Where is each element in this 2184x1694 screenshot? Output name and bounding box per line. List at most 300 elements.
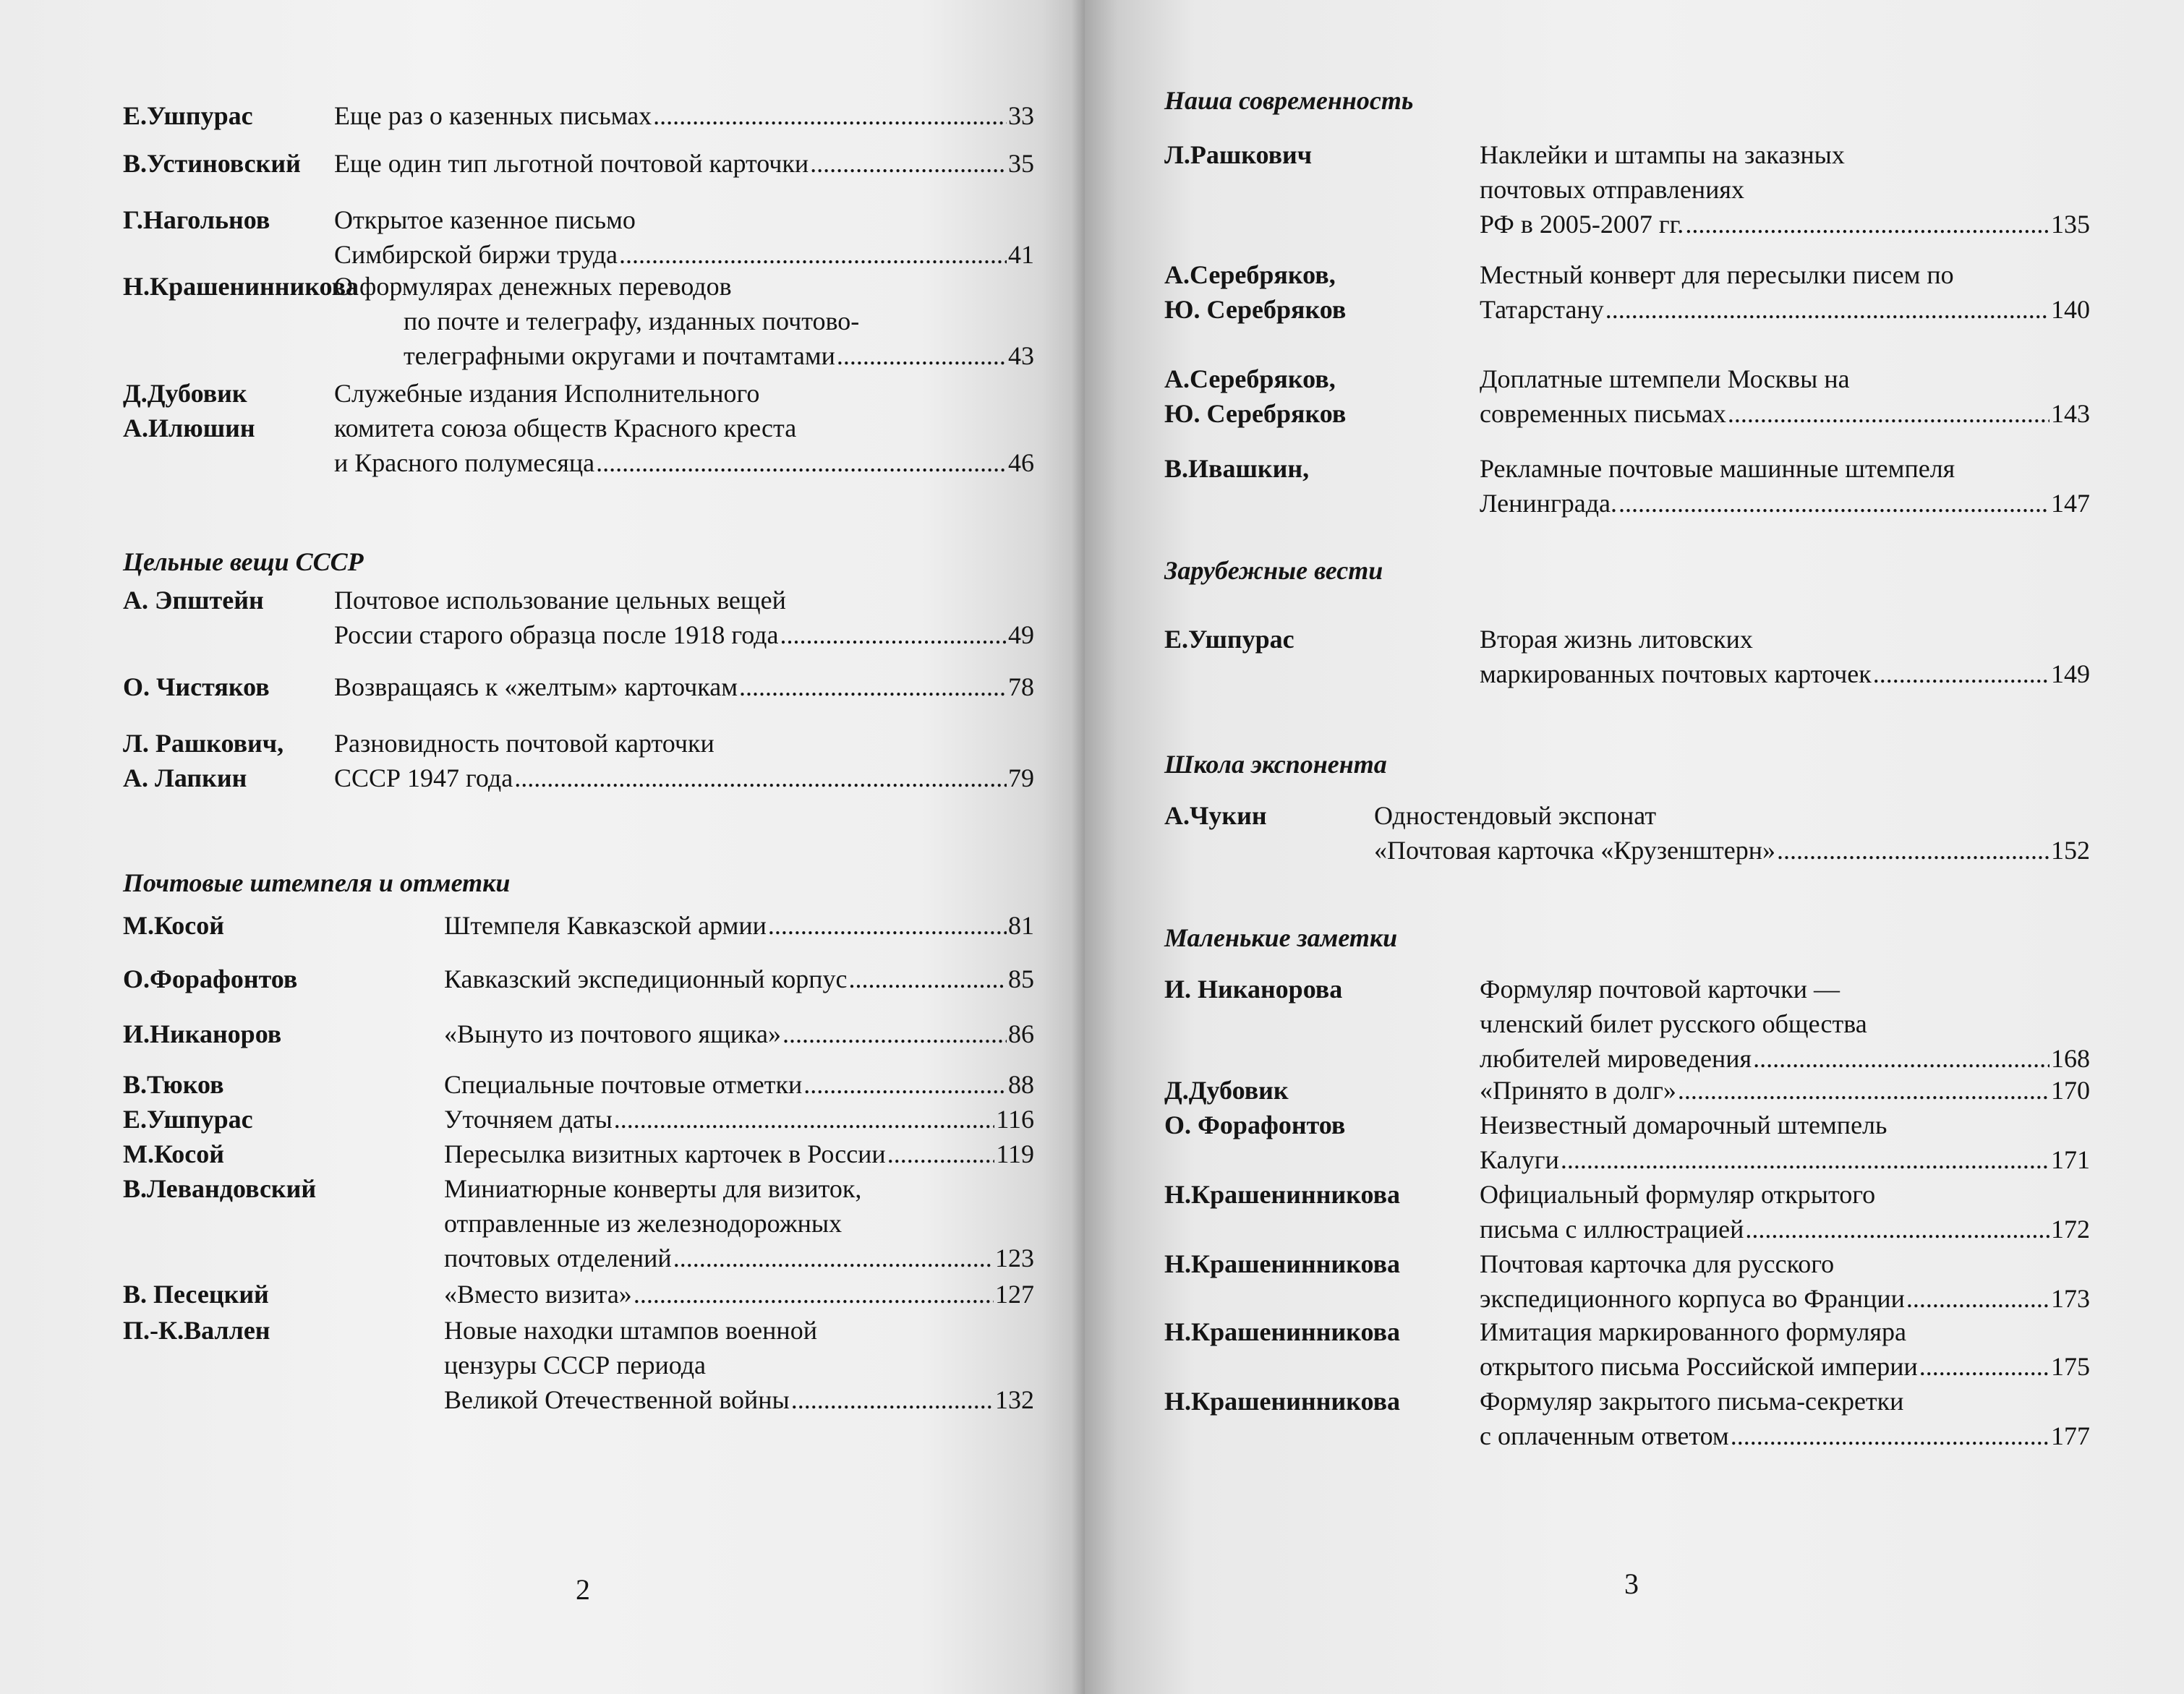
toc-entry	[1164, 1177, 2090, 1246]
toc-article-title	[444, 908, 1034, 943]
right-page	[1085, 0, 2184, 1694]
toc-entry	[1164, 257, 2090, 327]
page-ref-number: 132	[995, 1385, 1034, 1414]
page-ref-number: 143	[2051, 399, 2090, 428]
page-ref-number: 85	[1008, 964, 1034, 993]
toc-author	[123, 670, 270, 704]
toc-author	[1164, 1108, 1345, 1142]
toc-entry	[1164, 798, 2090, 868]
article-title-text: открытого письма Российской империи	[1480, 1352, 1918, 1381]
leader-dots	[514, 761, 1007, 795]
article-title-text: Служебные издания Исполнительного	[334, 379, 760, 408]
toc-article-title	[334, 376, 1034, 480]
article-title-line	[1480, 486, 2090, 521]
article-title-text: Имитация маркированного формуляра	[1480, 1317, 1906, 1346]
article-title-line	[1480, 1212, 2090, 1246]
leader-dots	[791, 1382, 994, 1417]
page-ref-number: 123	[995, 1244, 1034, 1272]
author-name: А. Лапкин	[123, 763, 247, 792]
article-title-line	[334, 304, 1034, 338]
article-title-text: телеграфными округами и почтамтами	[404, 341, 835, 370]
article-title-line	[444, 1348, 1034, 1382]
page-ref-number: 88	[1008, 1070, 1034, 1099]
toc-entry	[1164, 972, 2090, 1076]
toc-entry	[123, 908, 1034, 943]
article-title-line	[334, 269, 1034, 304]
toc-article-title	[1480, 972, 2090, 1076]
toc-article-title	[1480, 257, 2090, 327]
article-title-text: «Вынуто из почтового ящика»	[444, 1019, 781, 1048]
article-title-text: Почтовое использование цельных вещей	[334, 586, 786, 615]
author-name: Н.Крашенинникова	[123, 272, 359, 301]
toc-article-title	[444, 1017, 1034, 1051]
page-number: 3	[1624, 1567, 1639, 1600]
toc-author	[123, 1313, 270, 1348]
toc-author	[123, 1067, 224, 1102]
toc-author	[1164, 137, 1312, 172]
toc-article-title	[334, 726, 1034, 795]
article-title-text: маркированных почтовых карточек	[1480, 659, 1872, 688]
toc-author	[123, 1137, 224, 1171]
page-ref-number: 173	[2051, 1284, 2090, 1313]
leader-dots	[780, 617, 1007, 652]
page-number: 2	[576, 1573, 590, 1606]
article-title-text: с оплаченным ответом	[1480, 1421, 1729, 1450]
article-title-line	[1480, 1314, 2090, 1349]
article-title-text: почтовых отделений	[444, 1244, 672, 1272]
toc-author	[1164, 798, 1267, 833]
leader-dots	[1873, 656, 2049, 691]
toc-entry	[123, 98, 1034, 133]
author-name: О. Чистяков	[123, 672, 270, 701]
toc-entry	[123, 146, 1034, 181]
article-title-line	[1480, 1108, 2090, 1142]
article-title-line	[1374, 798, 2090, 833]
article-title-text: Одностендовый экспонат	[1374, 801, 1657, 830]
article-title-line	[1480, 137, 2090, 172]
article-title-text: Уточняем даты	[444, 1105, 613, 1134]
toc-entry	[123, 583, 1034, 652]
page-ref-number: 140	[2051, 295, 2090, 324]
article-title-text: отправленные из железнодорожных	[444, 1209, 843, 1238]
article-title-text: России старого образца после 1918 года	[334, 620, 779, 649]
leader-dots	[1777, 833, 2049, 868]
article-title-line	[334, 670, 1034, 704]
article-title-line	[1480, 362, 2090, 396]
article-title-line	[334, 617, 1034, 652]
article-title-line	[1480, 1006, 2090, 1041]
article-title-text: Неизвестный домарочный штемпель	[1480, 1111, 1887, 1139]
article-title-line	[1480, 172, 2090, 207]
page-ref-number: 41	[1008, 240, 1034, 269]
author-name: В.Устиновский	[123, 149, 301, 178]
toc-article-title	[1480, 1108, 2090, 1177]
toc-article-title	[444, 1137, 1034, 1171]
toc-author	[1164, 1384, 1400, 1419]
article-title-line	[444, 1137, 1034, 1171]
article-title-line	[334, 202, 1034, 237]
leader-dots	[848, 962, 1007, 996]
author-name: А.Серебряков,	[1164, 260, 1336, 289]
article-title-text: письма с иллюстрацией	[1480, 1215, 1744, 1244]
page-ref-number: 119	[996, 1139, 1034, 1168]
article-title-line	[334, 583, 1034, 617]
article-title-text: Рекламные почтовые машинные штемпеля	[1480, 454, 1955, 483]
article-title-line	[334, 376, 1034, 411]
article-title-line	[1480, 1041, 2090, 1076]
toc-author	[123, 1017, 281, 1051]
toc-author	[1164, 451, 1309, 486]
toc-entry	[1164, 137, 2090, 241]
toc-article-title	[1374, 798, 2090, 868]
article-title-line	[444, 1382, 1034, 1417]
article-title-text: Возвращаясь к «желтым» карточкам	[334, 672, 738, 701]
leader-dots	[1728, 396, 2049, 431]
article-title-line	[1480, 1281, 2090, 1316]
article-title-line	[444, 1241, 1034, 1275]
page-ref-number: 33	[1008, 101, 1034, 130]
author-name: Г.Нагольнов	[123, 205, 270, 234]
author-name: И. Никанорова	[1164, 975, 1343, 1004]
article-title-text: РФ в 2005-2007 гг.	[1480, 210, 1684, 239]
toc-entry	[123, 1102, 1034, 1137]
article-title-line	[1480, 396, 2090, 431]
article-title-text: Почтовая карточка для русского	[1480, 1249, 1835, 1278]
page-ref-number: 147	[2051, 489, 2090, 518]
leader-dots	[1605, 292, 2049, 327]
leader-dots	[782, 1017, 1007, 1051]
article-title-line	[334, 338, 1034, 373]
toc-article-title	[1480, 1177, 2090, 1246]
article-title-line	[1480, 656, 2090, 691]
article-title-line	[1480, 1384, 2090, 1419]
article-title-line	[444, 1206, 1034, 1241]
author-name: Е.Ушпурас	[123, 101, 253, 130]
toc-entry	[1164, 451, 2090, 521]
toc-article-title	[444, 1102, 1034, 1137]
toc-entry	[123, 726, 1034, 795]
leader-dots	[673, 1241, 994, 1275]
article-title-line	[1480, 1177, 2090, 1212]
toc-entry	[123, 269, 1034, 373]
page-ref-number: 49	[1008, 620, 1034, 649]
article-title-line	[444, 1102, 1034, 1137]
article-title-text: Доплатные штемпели Москвы на	[1480, 364, 1850, 393]
page-ref-number: 168	[2051, 1044, 2090, 1073]
leader-dots	[1919, 1349, 2049, 1384]
article-title-line	[1480, 972, 2090, 1006]
page-ref-number: 172	[2051, 1215, 2090, 1244]
page-ref-number: 170	[2051, 1076, 2090, 1105]
author-name: О. Форафонтов	[1164, 1111, 1346, 1139]
article-title-line	[444, 908, 1034, 943]
leader-dots	[837, 338, 1007, 373]
leader-dots	[1731, 1419, 2049, 1453]
leader-dots	[1906, 1281, 2049, 1316]
toc-entry	[123, 376, 1034, 480]
article-title-line	[334, 237, 1034, 272]
article-title-text: Еще один тип льготной почтовой карточки	[334, 149, 809, 178]
article-title-text: по почте и телеграфу, изданных почтово-	[404, 307, 860, 335]
toc-article-title	[444, 1171, 1034, 1275]
toc-article-title	[444, 1313, 1034, 1417]
article-title-line	[1480, 1073, 2090, 1108]
toc-author	[123, 726, 283, 795]
article-title-line	[1480, 1349, 2090, 1384]
toc-article-title	[1480, 362, 2090, 431]
article-title-text: СССР 1947 года	[334, 763, 513, 792]
page-ref-number: 152	[2051, 836, 2090, 865]
leader-dots	[619, 237, 1007, 272]
author-name: В.Левандовский	[123, 1174, 317, 1203]
toc-author	[123, 269, 359, 304]
section-heading: Зарубежные вести	[1164, 556, 1383, 585]
author-name: О.Форафонтов	[123, 964, 298, 993]
author-name: А.Серебряков,	[1164, 364, 1336, 393]
article-title-text: Официальный формуляр открытого	[1480, 1180, 1876, 1209]
toc-entry	[1164, 1314, 2090, 1384]
toc-entry	[123, 1313, 1034, 1417]
author-name: Е.Ушпурас	[123, 1105, 253, 1134]
toc-article-title	[1480, 1384, 2090, 1453]
leader-dots	[1685, 207, 2049, 241]
toc-author	[1164, 1073, 1289, 1108]
leader-dots	[887, 1137, 995, 1171]
toc-author	[123, 376, 255, 445]
leader-dots	[768, 908, 1007, 943]
toc-entry	[1164, 1384, 2090, 1453]
toc-entry	[1164, 362, 2090, 431]
page-ref-number: 35	[1008, 149, 1034, 178]
toc-entry	[123, 1137, 1034, 1171]
article-title-line	[444, 1171, 1034, 1206]
section-heading: Маленькие заметки	[1164, 923, 1398, 952]
article-title-text: Великой Отечественной войны	[444, 1385, 790, 1414]
author-name: Е.Ушпурас	[1164, 625, 1294, 654]
article-title-text: Штемпеля Кавказской армии	[444, 911, 767, 940]
author-name: И.Никаноров	[123, 1019, 282, 1048]
article-title-line	[444, 1313, 1034, 1348]
author-name: П.-К.Валлен	[123, 1316, 270, 1345]
toc-article-title	[1480, 1314, 2090, 1384]
article-title-line	[334, 98, 1034, 133]
article-title-text: «Вместо визита»	[444, 1280, 632, 1309]
article-title-line	[1480, 451, 2090, 486]
toc-author	[123, 1102, 253, 1137]
leader-dots	[1678, 1073, 2049, 1108]
article-title-line	[334, 411, 1034, 445]
page-ref-number: 175	[2051, 1352, 2090, 1381]
page-ref-number: 171	[2051, 1145, 2090, 1174]
toc-article-title	[1480, 622, 2090, 691]
leader-dots	[614, 1102, 995, 1137]
author-name: В.Тюков	[123, 1070, 224, 1099]
toc-article-title	[444, 1067, 1034, 1102]
article-title-text: Местный конверт для пересылки писем по	[1480, 260, 1954, 289]
article-title-line	[1480, 1142, 2090, 1177]
toc-author	[1164, 1177, 1400, 1212]
toc-article-title	[334, 98, 1034, 133]
article-title-text: Симбирской биржи труда	[334, 240, 618, 269]
page-ref-number: 79	[1008, 763, 1034, 792]
leader-dots	[596, 445, 1007, 480]
page-ref-number: 127	[995, 1280, 1034, 1309]
article-title-line	[444, 1017, 1034, 1051]
author-name: Н.Крашенинникова	[1164, 1317, 1401, 1346]
article-title-line	[334, 761, 1034, 795]
author-name: А.Чукин	[1164, 801, 1267, 830]
article-title-line	[334, 146, 1034, 181]
toc-entry	[123, 962, 1034, 996]
author-name: Л. Рашкович,	[123, 729, 284, 758]
toc-author	[123, 908, 224, 943]
article-title-text: Разновидность почтовой карточки	[334, 729, 715, 758]
article-title-text: и Красного полумесяца	[334, 448, 595, 477]
toc-author	[123, 1277, 269, 1312]
author-name: М.Косой	[123, 911, 225, 940]
toc-article-title	[1480, 1073, 2090, 1108]
article-title-line	[334, 726, 1034, 761]
page-ref-number: 81	[1008, 911, 1034, 940]
article-title-text: любителей мироведения	[1480, 1044, 1752, 1073]
article-title-line	[444, 962, 1034, 996]
section-heading: Почтовые штемпеля и отметки	[123, 868, 511, 897]
toc-article-title	[444, 962, 1034, 996]
page-ref-number: 116	[996, 1105, 1034, 1134]
toc-article-title	[334, 146, 1034, 181]
toc-author	[123, 202, 270, 237]
author-name: Л.Рашкович	[1164, 140, 1313, 169]
article-title-line	[1480, 257, 2090, 292]
toc-entry	[123, 1277, 1034, 1312]
article-title-text: Наклейки и штампы на заказных	[1480, 140, 1845, 169]
article-title-text: Специальные почтовые отметки	[444, 1070, 803, 1099]
section-heading: Цельные вещи СССР	[123, 547, 364, 576]
article-title-text: О формулярах денежных переводов	[334, 272, 732, 301]
article-title-line	[444, 1067, 1034, 1102]
toc-author	[123, 962, 297, 996]
article-title-line	[1480, 292, 2090, 327]
author-name: В.Ивашкин,	[1164, 454, 1310, 483]
article-title-text: Вторая жизнь литовских	[1480, 625, 1753, 654]
article-title-line	[1480, 1419, 2090, 1453]
toc-author	[123, 1171, 316, 1206]
toc-article-title	[1480, 1246, 2090, 1316]
page-ref-number: 43	[1008, 341, 1034, 370]
article-title-text: Пересылка визитных карточек в России	[444, 1139, 886, 1168]
article-title-line	[444, 1277, 1034, 1312]
toc-author	[123, 146, 301, 181]
leader-dots	[1745, 1212, 2049, 1246]
page-ref-number: 78	[1008, 672, 1034, 701]
toc-article-title	[444, 1277, 1034, 1312]
toc-author	[1164, 972, 1342, 1006]
toc-entry	[123, 1017, 1034, 1051]
article-title-text: Татарстану	[1480, 295, 1604, 324]
section-heading: Наша современность	[1164, 86, 1414, 115]
toc-author	[1164, 622, 1294, 656]
article-title-line	[334, 445, 1034, 480]
toc-article-title	[334, 670, 1034, 704]
toc-entry	[1164, 1073, 2090, 1108]
page-ref-number: 86	[1008, 1019, 1034, 1048]
toc-entry	[1164, 622, 2090, 691]
toc-entry	[1164, 1246, 2090, 1316]
toc-author	[1164, 1314, 1400, 1349]
toc-author	[1164, 1246, 1400, 1281]
leader-dots	[634, 1277, 994, 1312]
left-page	[0, 0, 1085, 1694]
author-name: Д.Дубовик	[1164, 1076, 1289, 1105]
article-title-text: Кавказский экспедиционный корпус	[444, 964, 848, 993]
article-title-text: «Принято в долг»	[1480, 1076, 1676, 1105]
article-title-text: комитета союза обществ Красного креста	[334, 414, 797, 442]
toc-article-title	[334, 269, 1034, 373]
toc-entry	[123, 670, 1034, 704]
article-title-text: Новые находки штампов военной	[444, 1316, 817, 1345]
author-name: Н.Крашенинникова	[1164, 1387, 1401, 1416]
leader-dots	[653, 98, 1007, 133]
toc-author	[123, 583, 264, 617]
page-ref-number: 46	[1008, 448, 1034, 477]
author-name: В. Песецкий	[123, 1280, 269, 1309]
author-name: Д.Дубовик	[123, 379, 247, 408]
article-title-text: Формуляр закрытого письма-секретки	[1480, 1387, 1904, 1416]
leader-dots	[1753, 1041, 2049, 1076]
article-title-line	[1374, 833, 2090, 868]
toc-article-title	[1480, 451, 2090, 521]
toc-entry	[123, 1067, 1034, 1102]
author-name: А.Илюшин	[123, 414, 255, 442]
leader-dots	[810, 146, 1007, 181]
article-title-line	[1480, 207, 2090, 241]
leader-dots	[1561, 1142, 2049, 1177]
author-name: Ю. Серебряков	[1164, 295, 1347, 324]
article-title-text: почтовых отправлениях	[1480, 175, 1744, 204]
toc-article-title	[1480, 137, 2090, 241]
toc-author	[1164, 257, 1346, 327]
author-name: А. Эпштейн	[123, 586, 264, 615]
author-name: Н.Крашенинникова	[1164, 1249, 1401, 1278]
page-ref-number: 177	[2051, 1421, 2090, 1450]
toc-entry	[123, 202, 1034, 272]
toc-entry	[1164, 1108, 2090, 1177]
section-heading: Школа экспонента	[1164, 750, 1387, 779]
article-title-line	[1480, 622, 2090, 656]
article-title-text: Открытое казенное письмо	[334, 205, 636, 234]
leader-dots	[1618, 486, 2049, 521]
toc-article-title	[334, 583, 1034, 652]
author-name: Ю. Серебряков	[1164, 399, 1347, 428]
toc-entry	[123, 1171, 1034, 1275]
article-title-text: «Почтовая карточка «Крузенштерн»	[1374, 836, 1775, 865]
article-title-line	[1480, 1246, 2090, 1281]
article-title-text: членский билет русского общества	[1480, 1009, 1867, 1038]
leader-dots	[803, 1067, 1007, 1102]
article-title-text: цензуры СССР периода	[444, 1351, 706, 1379]
toc-author	[123, 98, 253, 133]
author-name: М.Косой	[123, 1139, 225, 1168]
page-ref-number: 149	[2051, 659, 2090, 688]
page-ref-number: 135	[2051, 210, 2090, 239]
article-title-text: Ленинграда.	[1480, 489, 1617, 518]
article-title-text: Формуляр почтовой карточки —	[1480, 975, 1840, 1004]
article-title-text: экспедиционного корпуса во Франции	[1480, 1284, 1905, 1313]
article-title-text: современных письмах	[1480, 399, 1726, 428]
author-name: Н.Крашенинникова	[1164, 1180, 1401, 1209]
toc-article-title	[334, 202, 1034, 272]
toc-author	[1164, 362, 1346, 431]
